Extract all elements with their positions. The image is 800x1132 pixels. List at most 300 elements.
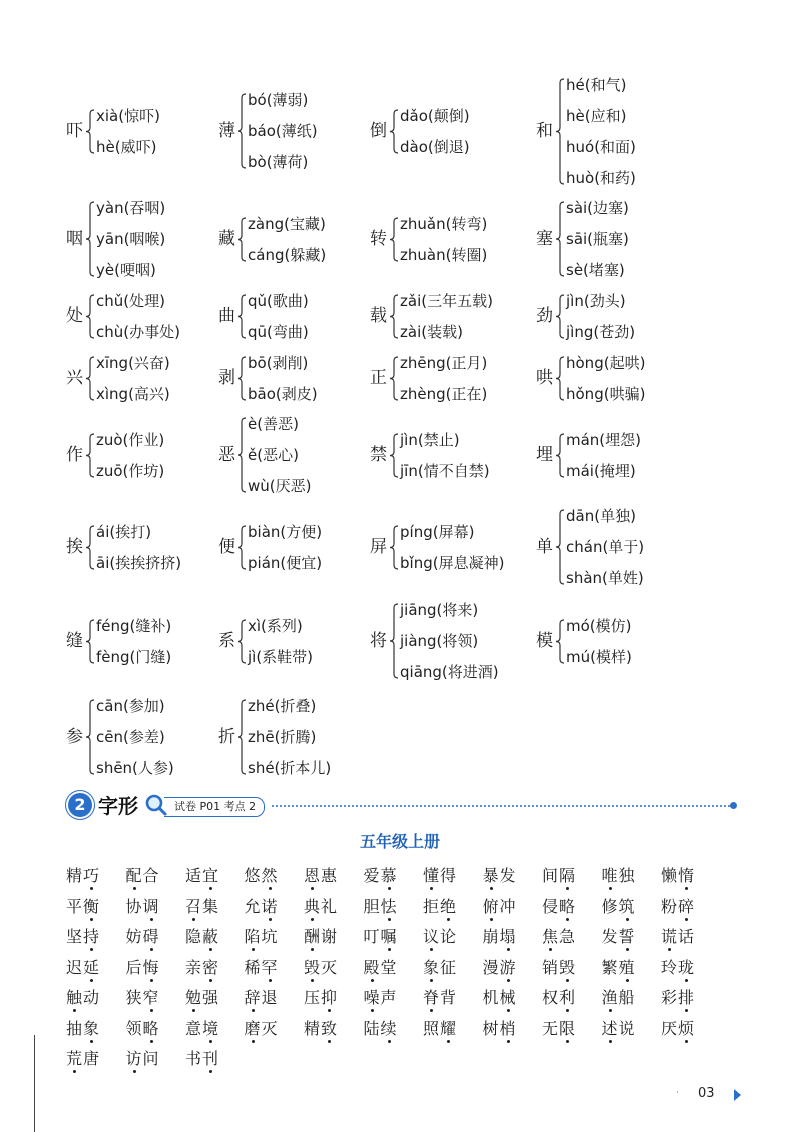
polyphone-reading: qǔ(歌曲): [248, 291, 309, 310]
polyphone-reading: jiāng(将来): [400, 601, 479, 619]
polyphone-char: 便: [218, 537, 235, 557]
word-char: 征: [440, 957, 458, 977]
polyphone-reading: shé(折本儿): [248, 759, 332, 777]
polyphone-reading: jìn(劲头): [566, 291, 626, 310]
word-item: [602, 927, 636, 947]
word-char-dotted: 脊: [423, 988, 441, 1007]
word-item: [245, 927, 279, 947]
word-char-dotted: 延: [83, 957, 101, 977]
word-char: 彩: [661, 988, 679, 1007]
word-item: [245, 1019, 279, 1039]
word-item: [66, 927, 100, 947]
brace-icon: [238, 295, 247, 338]
word-char-dotted: 筑: [618, 896, 636, 916]
word-item: [66, 958, 100, 978]
polyphone-char: 处: [66, 306, 83, 326]
word-char: 话: [678, 927, 696, 946]
word-char: 繁: [601, 957, 619, 977]
word-char-dotted: 碍: [142, 927, 160, 946]
polyphone-char: 薄: [218, 121, 235, 141]
polyphone-char: 埋: [536, 445, 553, 465]
word-char: 惠: [321, 866, 339, 885]
word-char-dotted: 衡: [83, 896, 101, 916]
word-char-dotted: 绝: [440, 896, 458, 916]
polyphone-reading: hé(和气): [566, 75, 627, 94]
word-char: 唐: [83, 1049, 101, 1068]
word-char: 冲: [499, 896, 517, 916]
word-char-dotted: 巧: [83, 866, 101, 885]
polyphone-char: 作: [66, 445, 83, 465]
word-char: 销: [542, 957, 560, 977]
brace-icon: [390, 357, 399, 400]
polyphone-reading: xīng(兴奋): [96, 353, 170, 372]
word-char-dotted: 焦: [542, 927, 560, 946]
word-char: 懒: [661, 866, 679, 885]
word-item: [126, 897, 160, 917]
word-item: [66, 1019, 100, 1039]
polyphone-reading: bō(剥削): [248, 353, 309, 372]
word-char: 陆: [363, 1018, 381, 1038]
polyphone-reading: bāo(剥皮): [248, 384, 318, 403]
word-char-dotted: 配: [125, 866, 143, 885]
word-item: [602, 866, 636, 886]
word-char-dotted: 触: [66, 988, 84, 1007]
polyphone-char: 藏: [218, 229, 235, 249]
word-char: 精: [66, 866, 84, 885]
polyphone-reading: qū(弯曲): [248, 322, 309, 341]
word-char: 得: [440, 866, 458, 885]
word-char-dotted: 象: [83, 1018, 101, 1038]
word-char-dotted: 谎: [661, 927, 679, 946]
word-item: [126, 1049, 160, 1069]
brace-icon: [86, 700, 95, 774]
word-char: 迟: [66, 957, 84, 977]
word-item: [542, 897, 576, 917]
divider-end-dot: [730, 802, 737, 809]
polyphone-char: 将: [370, 631, 387, 651]
word-char: 强: [202, 988, 220, 1007]
word-item: [364, 988, 398, 1008]
polyphone-char: 恶: [218, 445, 235, 465]
word-char-dotted: 毁: [304, 957, 322, 977]
word-item: [423, 927, 457, 947]
polyphone-reading: ě(恶心): [248, 446, 299, 464]
polyphone-reading: zuò(作业): [96, 430, 165, 449]
polyphone-reading: zhèng(正在): [400, 384, 488, 403]
word-char: 胆: [363, 896, 381, 916]
brace-icon: [86, 434, 95, 477]
word-item: [542, 958, 576, 978]
word-char: 协: [125, 896, 143, 916]
brace-icon: [238, 620, 247, 663]
word-item: [245, 988, 279, 1008]
polyphone-reading: shàn(单姓): [566, 569, 644, 587]
brace-icon: [86, 526, 95, 569]
polyphone-reading: fèng(门缝): [96, 647, 172, 666]
word-char: 集: [202, 896, 220, 916]
polyphone-reading: zǎi(三年五载): [400, 291, 493, 310]
word-item: [423, 1019, 457, 1039]
word-item: [66, 1049, 100, 1069]
word-char: 权: [542, 988, 560, 1007]
brace-icon: [556, 357, 565, 400]
word-item: [245, 958, 279, 978]
polyphone-char: 兴: [66, 368, 83, 388]
word-char: 灭: [321, 957, 339, 977]
polyphone-reading: chù(办事处): [96, 322, 180, 341]
word-char-dotted: 罕: [261, 957, 279, 977]
word-char-dotted: 持: [83, 927, 101, 946]
word-char-dotted: 珑: [678, 957, 696, 977]
word-char: 动: [83, 988, 101, 1007]
word-char-dotted: 限: [559, 1018, 577, 1038]
word-item: [126, 927, 160, 947]
polyphone-reading: dǎo(颠倒): [400, 106, 470, 125]
word-char: 悠: [244, 866, 262, 885]
word-char-dotted: 勉: [185, 988, 203, 1007]
word-char: 谢: [321, 927, 339, 946]
reference-tag: 试卷 P01 考点 2: [164, 797, 265, 817]
polyphone-reading: xià(惊吓): [96, 106, 160, 125]
word-item: [126, 958, 160, 978]
word-char: 问: [142, 1049, 160, 1068]
word-item: [483, 988, 517, 1008]
polyphone-reading: jìng(苍劲): [566, 322, 636, 341]
word-item: [304, 988, 338, 1008]
polyphone-reading: jiàng(将领): [400, 632, 479, 650]
polyphone-char: 剥: [218, 368, 235, 388]
word-item: [185, 1049, 219, 1069]
word-char: 侵: [542, 896, 560, 916]
brace-icon: [238, 418, 247, 492]
polyphone-reading: píng(屏幕): [400, 522, 475, 541]
word-char: 修: [601, 896, 619, 916]
word-item: [185, 958, 219, 978]
word-item: [542, 1019, 576, 1039]
word-item: [483, 927, 517, 947]
margin-rule: [34, 1035, 35, 1132]
word-item: [304, 958, 338, 978]
word-item: [364, 866, 398, 886]
word-char-dotted: 惰: [678, 866, 696, 885]
word-char: 叮: [363, 927, 381, 946]
brace-icon: [86, 202, 95, 276]
word-char-dotted: 陷: [244, 927, 262, 946]
polyphone-reading: féng(缝补): [96, 616, 172, 635]
brace-icon: [390, 434, 399, 477]
polyphone-reading: yè(哽咽): [96, 261, 156, 279]
polyphone-reading: dào(倒退): [400, 137, 470, 156]
word-char: 无: [542, 1018, 560, 1038]
word-char: 独: [618, 866, 636, 885]
word-char: 树: [482, 1018, 500, 1038]
word-char: 漫: [482, 957, 500, 977]
word-char-dotted: 噪: [363, 988, 381, 1007]
word-char: 后: [125, 957, 143, 977]
polyphone-reading: bò(薄荷): [248, 153, 309, 171]
polyphone-reading: cēn(参差): [96, 728, 165, 746]
polyphone-reading: hè(威吓): [96, 137, 157, 156]
word-char-dotted: 调: [142, 896, 160, 916]
brace-icon: [238, 700, 247, 774]
polyphone-char: 转: [370, 229, 387, 249]
word-char-dotted: 酬: [304, 927, 322, 946]
polyphone-reading: cáng(躲藏): [248, 245, 327, 264]
polyphone-reading: è(善恶): [248, 415, 299, 433]
word-char-dotted: 境: [202, 1018, 220, 1038]
word-char: 礼: [321, 896, 339, 916]
polyphone-reading: sài(边塞): [566, 199, 629, 217]
polyphone-char: 哄: [536, 368, 553, 388]
word-char: 论: [440, 927, 458, 946]
word-item: [661, 988, 695, 1008]
word-char-dotted: 毁: [559, 957, 577, 977]
word-item: [126, 1019, 160, 1039]
polyphone-reading: zài(装载): [400, 322, 463, 341]
brace-icon: [556, 202, 565, 276]
word-item: [364, 958, 398, 978]
polyphone-char: 吓: [66, 121, 83, 141]
word-item: [661, 897, 695, 917]
polyphone-reading: bǐng(屏息凝神): [400, 553, 505, 572]
word-char-dotted: 渔: [601, 988, 619, 1007]
polyphone-char: 正: [370, 368, 387, 388]
polyphone-reading: xìng(高兴): [96, 384, 170, 403]
word-char: 抽: [66, 1018, 84, 1038]
polyphone-char: 劲: [536, 306, 553, 326]
word-item: [126, 988, 160, 1008]
polyphone-reading: zuō(作坊): [96, 461, 165, 480]
word-char: 隐: [185, 927, 203, 946]
word-char: 领: [125, 1018, 143, 1038]
word-char-dotted: 塌: [499, 927, 517, 946]
polyphone-reading: ái(挨打): [96, 522, 152, 541]
word-char-dotted: 悔: [142, 957, 160, 977]
polyphone-reading: hòng(起哄): [566, 353, 646, 372]
polyphone-char: 禁: [370, 445, 387, 465]
word-item: [126, 866, 160, 886]
brace-icon: [556, 510, 565, 584]
word-char-dotted: 游: [499, 957, 517, 977]
word-char: 稀: [244, 957, 262, 977]
polyphone-reading: sāi(瓶塞): [566, 230, 629, 248]
polyphone-reading: zhē(折腾): [248, 728, 317, 746]
word-char: 合: [142, 866, 160, 885]
word-char-dotted: 唯: [601, 866, 619, 885]
brace-icon: [390, 110, 399, 153]
word-char: 精: [304, 1018, 322, 1038]
polyphone-reading: hè(应和): [566, 106, 627, 125]
word-item: [423, 897, 457, 917]
word-char: 灭: [261, 1018, 279, 1038]
word-char-dotted: 象: [423, 957, 441, 977]
word-item: [483, 1019, 517, 1039]
polyphone-reading: qiāng(将进酒): [400, 663, 499, 681]
word-char-dotted: 暴: [482, 866, 500, 885]
word-item: [423, 988, 457, 1008]
polyphone-reading: xì(系列): [248, 616, 303, 635]
word-char-dotted: 密: [202, 957, 220, 977]
word-item: [66, 897, 100, 917]
section-title: 字形: [98, 794, 138, 818]
word-char-dotted: 懂: [423, 866, 441, 885]
word-char: 发: [499, 866, 517, 885]
word-char: 拒: [423, 896, 441, 916]
polyphone-reading: zàng(宝藏): [248, 214, 326, 233]
word-char-dotted: 宜: [202, 866, 220, 885]
word-char: 坚: [66, 927, 84, 946]
word-item: [602, 897, 636, 917]
brace-icon: [390, 218, 399, 261]
word-char-dotted: 嘱: [380, 927, 398, 946]
polyphone-reading: zhé(折叠): [248, 697, 317, 715]
word-char-dotted: 梢: [499, 1018, 517, 1038]
word-char: 平: [66, 896, 84, 916]
word-item: [661, 927, 695, 947]
word-item: [304, 866, 338, 886]
polyphone-char: 参: [66, 727, 83, 747]
word-char-dotted: 俯: [482, 896, 500, 916]
word-item: [245, 897, 279, 917]
word-char-dotted: 磨: [244, 1018, 262, 1038]
word-item: [304, 1019, 338, 1039]
word-item: [483, 897, 517, 917]
polyphone-reading: huó(和面): [566, 137, 636, 156]
word-char: 说: [618, 1018, 636, 1038]
word-char: 厌: [661, 1018, 679, 1038]
word-char: 声: [380, 988, 398, 1007]
polyphone-char: 载: [370, 306, 387, 326]
polyphone-char: 倒: [370, 121, 387, 141]
word-char: 适: [185, 866, 203, 885]
polyphone-reading: yān(咽喉): [96, 230, 166, 248]
word-char-dotted: 略: [559, 896, 577, 916]
word-char: 船: [618, 988, 636, 1007]
word-item: [304, 927, 338, 947]
polyphone-reading: wù(厌恶): [248, 477, 312, 495]
polyphone-reading: jīn(情不自禁): [400, 461, 490, 480]
word-char-dotted: 辞: [244, 988, 262, 1007]
word-item: [245, 866, 279, 886]
word-char-dotted: 窄: [142, 988, 160, 1007]
polyphone-reading: jìn(禁止): [400, 430, 460, 449]
word-char-dotted: 殿: [363, 957, 381, 977]
polyphone-reading: mán(埋怨): [566, 430, 642, 449]
page-number: 03: [698, 1086, 715, 1101]
word-char: 狭: [125, 988, 143, 1007]
word-char: 亲: [185, 957, 203, 977]
brace-icon: [390, 604, 399, 678]
section-number-badge: 2: [68, 793, 92, 817]
word-char: 间: [542, 866, 560, 885]
word-item: [423, 958, 457, 978]
polyphone-reading: zhuǎn(转弯): [400, 214, 488, 233]
word-char-dotted: 致: [321, 1018, 339, 1038]
word-char: 允: [244, 896, 262, 916]
polyphone-char: 系: [218, 631, 235, 651]
polyphone-reading: zhēng(正月): [400, 353, 488, 372]
brace-icon: [238, 357, 247, 400]
polyphone-reading: mó(模仿): [566, 616, 632, 635]
word-char-dotted: 利: [559, 988, 577, 1007]
word-item: [602, 988, 636, 1008]
word-item: [185, 866, 219, 886]
word-char-dotted: 誓: [618, 927, 636, 946]
section-header: [68, 793, 740, 819]
word-item: [185, 897, 219, 917]
polyphone-char: 缝: [66, 631, 83, 651]
word-char-dotted: 续: [380, 1018, 398, 1038]
word-char-dotted: 诺: [261, 896, 279, 916]
polyphone-reading: mú(模样): [566, 647, 632, 666]
polyphone-reading: dān(单独): [566, 507, 636, 525]
word-item: [483, 866, 517, 886]
brace-icon: [86, 110, 95, 153]
polyphone-reading: chán(单于): [566, 538, 645, 556]
polyphone-reading: jì(系鞋带): [248, 647, 314, 666]
polyphone-reading: sè(堵塞): [566, 261, 625, 279]
word-char-dotted: 议: [423, 927, 441, 946]
brace-icon: [238, 218, 247, 261]
word-item: [542, 927, 576, 947]
polyphone-char: 模: [536, 631, 553, 651]
word-char: 意: [185, 1018, 203, 1038]
word-char-dotted: 访: [125, 1049, 143, 1068]
polyphone-reading: shēn(人参): [96, 759, 174, 777]
word-char-dotted: 荒: [66, 1049, 84, 1068]
word-char-dotted: 抑: [321, 988, 339, 1007]
polyphone-reading: huò(和药): [566, 168, 636, 187]
brace-icon: [556, 434, 565, 477]
word-char: 压: [304, 988, 322, 1007]
footer-mark: ·: [676, 1088, 679, 1098]
word-item: [364, 1019, 398, 1039]
polyphone-reading: yàn(吞咽): [96, 199, 166, 217]
word-item: [602, 1019, 636, 1039]
polyphone-reading: mái(掩埋): [566, 461, 636, 480]
word-char: 背: [440, 988, 458, 1007]
word-item: [542, 866, 576, 886]
word-char-dotted: 恩: [304, 866, 322, 885]
word-item: [185, 988, 219, 1008]
polyphone-reading: hǒng(哄骗): [566, 384, 646, 403]
word-char: 堂: [380, 957, 398, 977]
word-char: 妨: [125, 927, 143, 946]
dotted-divider: [272, 805, 734, 807]
word-char-dotted: 召: [185, 896, 203, 916]
polyphone-char: 屏: [370, 537, 387, 557]
polyphone-reading: biàn(方便): [248, 522, 323, 541]
word-item: [364, 897, 398, 917]
word-char: 粉: [661, 896, 679, 916]
polyphone-reading: āi(挨挨挤挤): [96, 553, 182, 572]
polyphone-char: 单: [536, 537, 553, 557]
brace-icon: [86, 295, 95, 338]
word-char: 退: [261, 988, 279, 1007]
word-char-dotted: 慕: [380, 866, 398, 885]
brace-icon: [556, 620, 565, 663]
word-char-dotted: 怯: [380, 896, 398, 916]
word-char-dotted: 略: [142, 1018, 160, 1038]
word-char-dotted: 耀: [440, 1018, 458, 1038]
word-char-dotted: 烦: [678, 1018, 696, 1038]
brace-icon: [238, 94, 247, 168]
word-item: [185, 1019, 219, 1039]
word-item: [602, 958, 636, 978]
next-page-arrow-icon[interactable]: [734, 1089, 741, 1101]
word-item: [185, 927, 219, 947]
brace-icon: [86, 620, 95, 663]
